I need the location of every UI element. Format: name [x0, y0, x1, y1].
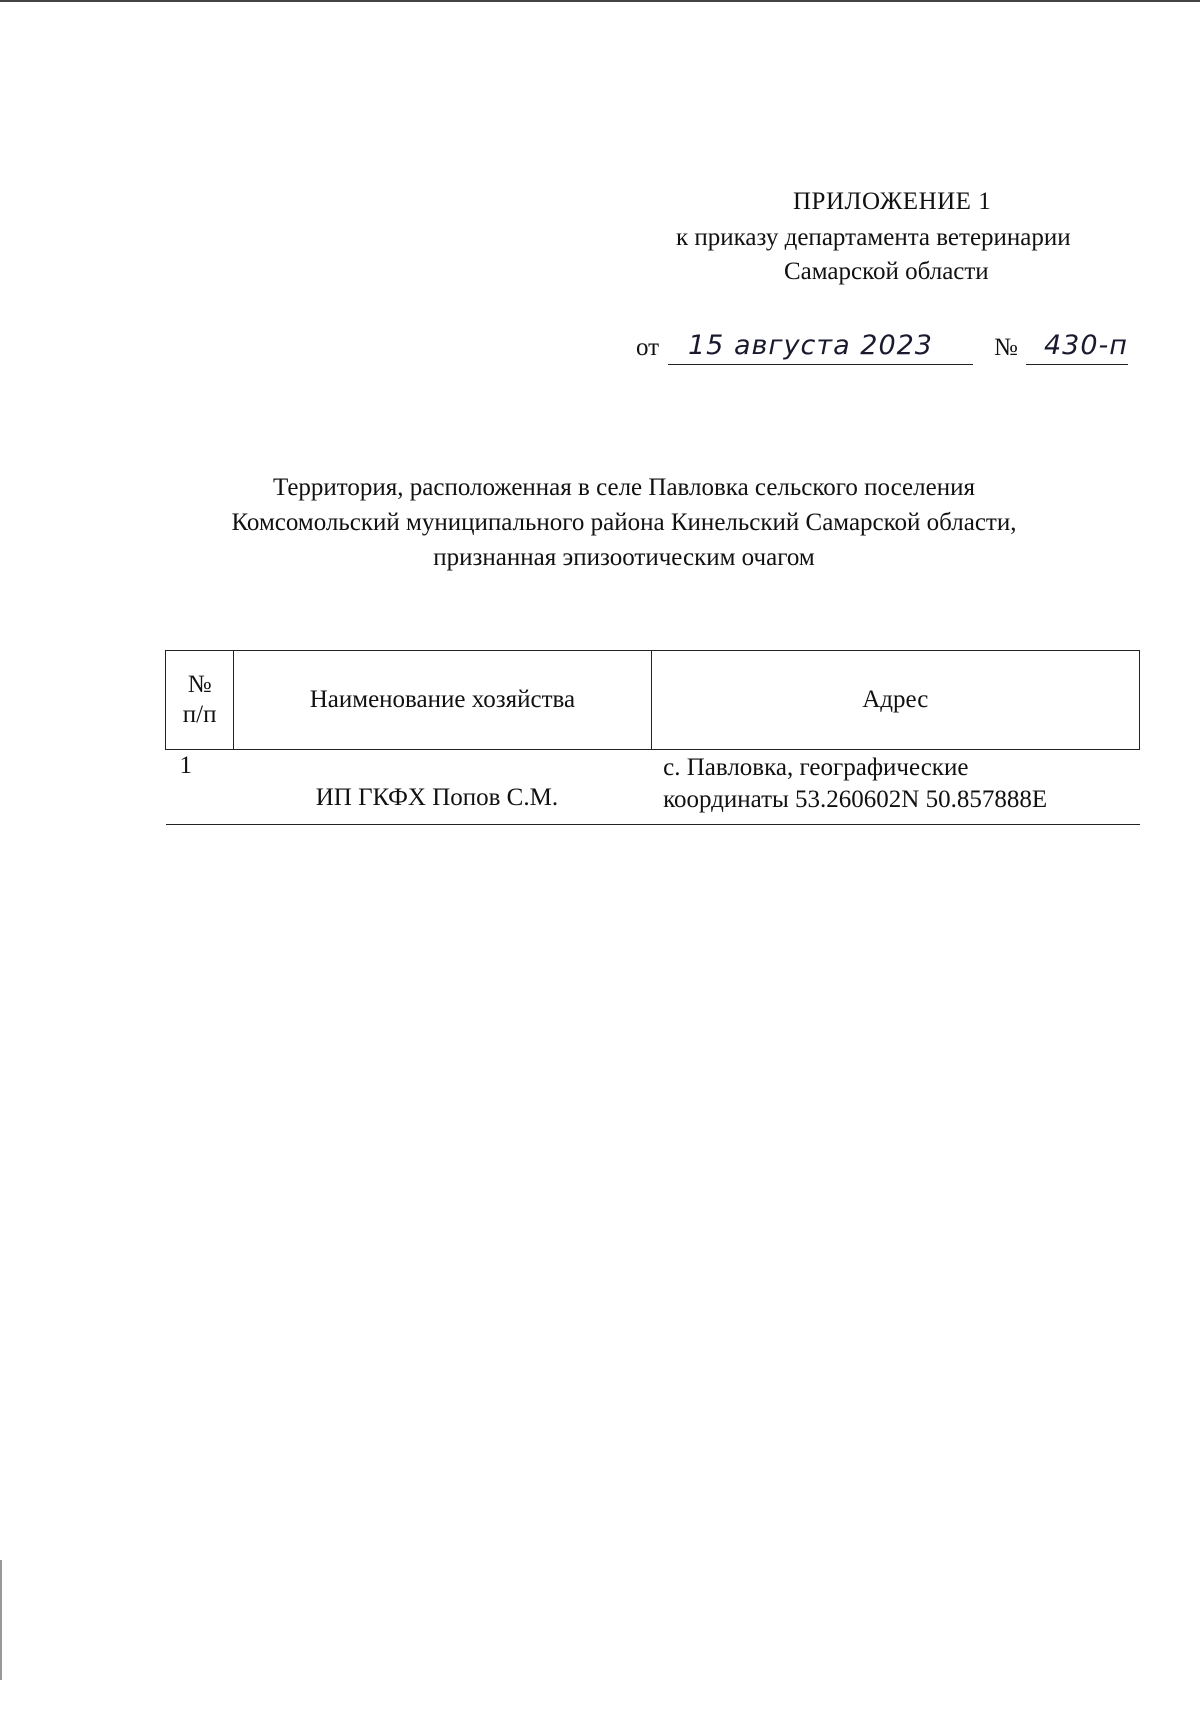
title-line: признанная эпизоотическим очагом: [433, 544, 815, 571]
title-line: Комсомольский муниципального района Кинельский Самарской области,: [231, 509, 1017, 536]
scan-edge-mark: [0, 1560, 2, 1680]
table-row: [166, 750, 1140, 825]
table-header-row: [166, 651, 1140, 750]
order-number: 430-п: [1044, 330, 1128, 361]
header-number-abbrev: п/п: [182, 701, 217, 728]
document-title: [150, 470, 1098, 575]
cell-number: 1: [166, 750, 234, 825]
number-underline: [1026, 364, 1128, 365]
appendix-title: ПРИЛОЖЕНИЕ 1: [793, 188, 992, 215]
header-farm-name: Наименование хозяйства: [234, 651, 651, 750]
address-line: с. Павловка, географические: [663, 754, 969, 781]
cell-farm-name: ИП ГКФХ Попов С.М.: [234, 750, 651, 825]
cell-address: [651, 750, 1139, 825]
order-number-label: №: [994, 334, 1018, 361]
address-line: координаты 53.260602N 50.857888E: [663, 786, 1048, 813]
appendix-subtitle: к приказу департамента ветеринарии: [676, 224, 1071, 251]
header-number-symbol: №: [187, 671, 212, 698]
order-reference: [636, 330, 1128, 370]
order-from-label: от: [636, 334, 660, 361]
top-edge-rule: [0, 0, 1200, 2]
order-date: 15 августа 2023: [688, 330, 933, 361]
header-number: [166, 651, 234, 750]
farms-table: [165, 650, 1140, 825]
appendix-region: Самарской области: [784, 258, 989, 285]
header-address: Адрес: [651, 651, 1139, 750]
date-underline: [668, 364, 973, 365]
title-line: Территория, расположенная в селе Павловка сельского поселения: [273, 474, 975, 501]
